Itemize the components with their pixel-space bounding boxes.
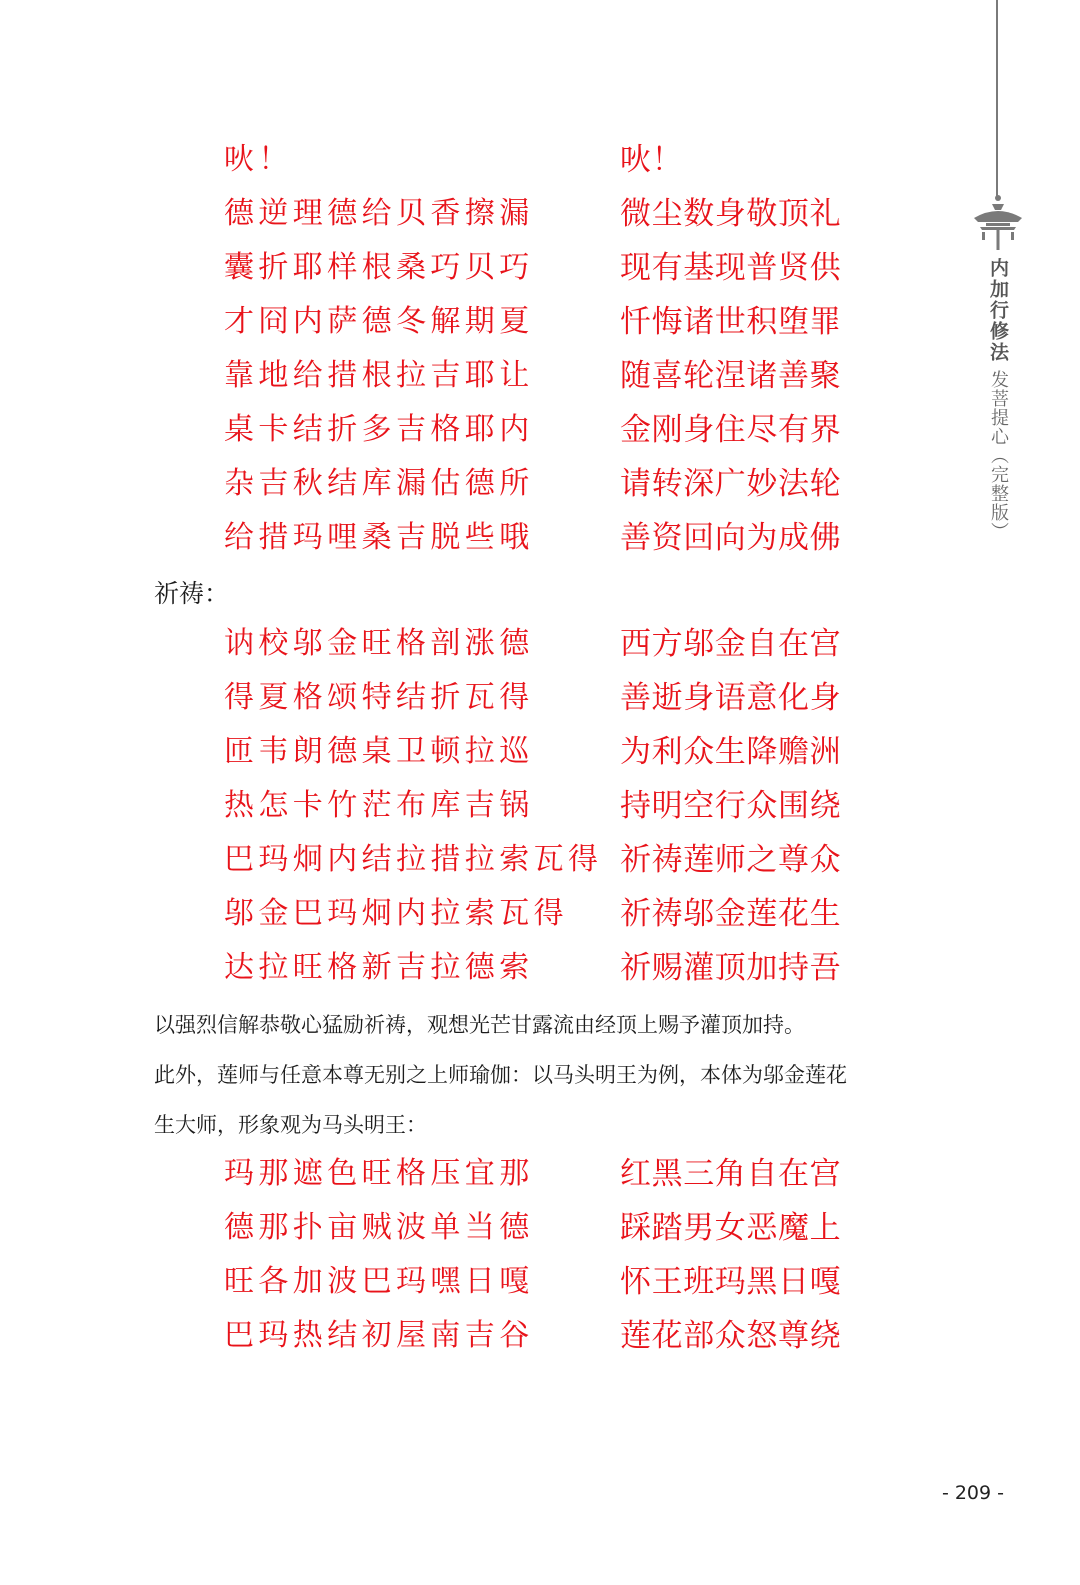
verse-row [0, 1208, 1080, 1262]
verse-phonetic: 得夏格颂特结折瓦得 [224, 680, 534, 715]
verse-meaning: 红黑三角自在宫 [620, 1156, 842, 1192]
verse-phonetic: 德那扑亩贼波单当德 [224, 1210, 534, 1245]
verse-meaning: 踩踏男女恶魔上 [620, 1210, 842, 1246]
verse-phonetic: 达拉旺格新吉拉德索 [224, 950, 534, 985]
verse-row [0, 786, 1080, 840]
verse-phonetic: 德逆理德给贝香擦漏 [224, 196, 534, 231]
verse-phonetic: 热怎卡竹茫布库吉锅 [224, 788, 534, 823]
verse-meaning: 随喜轮涅诸善聚 [620, 358, 842, 394]
verse-meaning: 金刚身住尽有界 [620, 412, 842, 448]
verse-meaning: 祈赐灌顶加持吾 [620, 950, 842, 986]
verse-row [0, 840, 1080, 894]
verse-phonetic: 旺各加波巴玛嘿日嘎 [224, 1264, 534, 1299]
verse-meaning: 吙！ [620, 142, 684, 178]
verse-meaning: 祈祷邬金莲花生 [620, 896, 842, 932]
verse-meaning: 忏悔诸世积堕罪 [620, 304, 842, 340]
verse-phonetic: 巴玛炯内结拉措拉索瓦得 [224, 842, 603, 877]
verse-phonetic: 讷校邬金旺格剖涨德 [224, 626, 534, 661]
verse-row [0, 894, 1080, 948]
verse-meaning: 怀王班玛黑日嘎 [620, 1264, 842, 1300]
verse-row [0, 194, 1080, 248]
verse-phonetic: 巴玛热结初屋南吉谷 [224, 1318, 534, 1353]
verse-phonetic: 玛那遮色旺格压宜那 [224, 1156, 534, 1191]
verse-row [0, 140, 1080, 194]
body-paragraph-2-line-1: 此外，莲师与任意本尊无别之上师瑜伽：以马头明王为例，本体为邬金莲花 [154, 1063, 847, 1087]
verse-phonetic: 给措玛哩桑吉脱些哦 [224, 520, 534, 555]
verse-row [0, 948, 1080, 1002]
verse-row [0, 410, 1080, 464]
verse-phonetic: 囊折耶样根桑巧贝巧 [224, 250, 534, 285]
verse-row [0, 302, 1080, 356]
verse-meaning: 持明空行众围绕 [620, 788, 842, 824]
verse-meaning: 莲花部众怒尊绕 [620, 1318, 842, 1354]
verse-row [0, 1316, 1080, 1370]
verse-meaning: 微尘数身敬顶礼 [620, 196, 842, 232]
verse-meaning: 西方邬金自在宫 [620, 626, 842, 662]
verse-row [0, 678, 1080, 732]
verse-row [0, 732, 1080, 786]
verse-phonetic: 邬金巴玛炯内拉索瓦得 [224, 896, 568, 931]
verse-meaning: 现有基现普贤供 [620, 250, 842, 286]
verse-phonetic: 杂吉秋结库漏估德所 [224, 466, 534, 501]
verse-phonetic: 吙！ [224, 142, 293, 177]
verse-row [0, 356, 1080, 410]
page-number: - 209 - [941, 1482, 1004, 1504]
body-paragraph-2-line-2: 生大师，形象观为马头明王： [154, 1113, 427, 1137]
verse-meaning: 请转深广妙法轮 [620, 466, 842, 502]
verse-row [0, 1262, 1080, 1316]
verse-meaning: 善资回向为成佛 [620, 520, 842, 556]
verse-phonetic: 靠地给措根拉吉耶让 [224, 358, 534, 393]
verse-meaning: 善逝身语意化身 [620, 680, 842, 716]
verse-phonetic: 桌卡结折多吉格耶内 [224, 412, 534, 447]
body-paragraph-1: 以强烈信解恭敬心猛励祈祷，观想光芒甘露流由经顶上赐予灌顶加持。 [154, 1013, 805, 1037]
verse-meaning: 祈祷莲师之尊众 [620, 842, 842, 878]
verse-phonetic: 匝韦朗德桌卫顿拉巡 [224, 734, 534, 769]
verse-row [0, 248, 1080, 302]
verse-phonetic: 才冏内萨德冬解期夏 [224, 304, 534, 339]
verse-row [0, 1154, 1080, 1208]
verse-row [0, 464, 1080, 518]
verse-row [0, 518, 1080, 572]
section-heading-pray: 祈祷： [154, 579, 230, 608]
side-chapter-title: 内加行修法 [987, 258, 1009, 363]
verse-meaning: 为利众生降赡洲 [620, 734, 842, 770]
side-chapter-subtitle: 发菩提心（完整版） [988, 370, 1009, 541]
verse-row [0, 624, 1080, 678]
